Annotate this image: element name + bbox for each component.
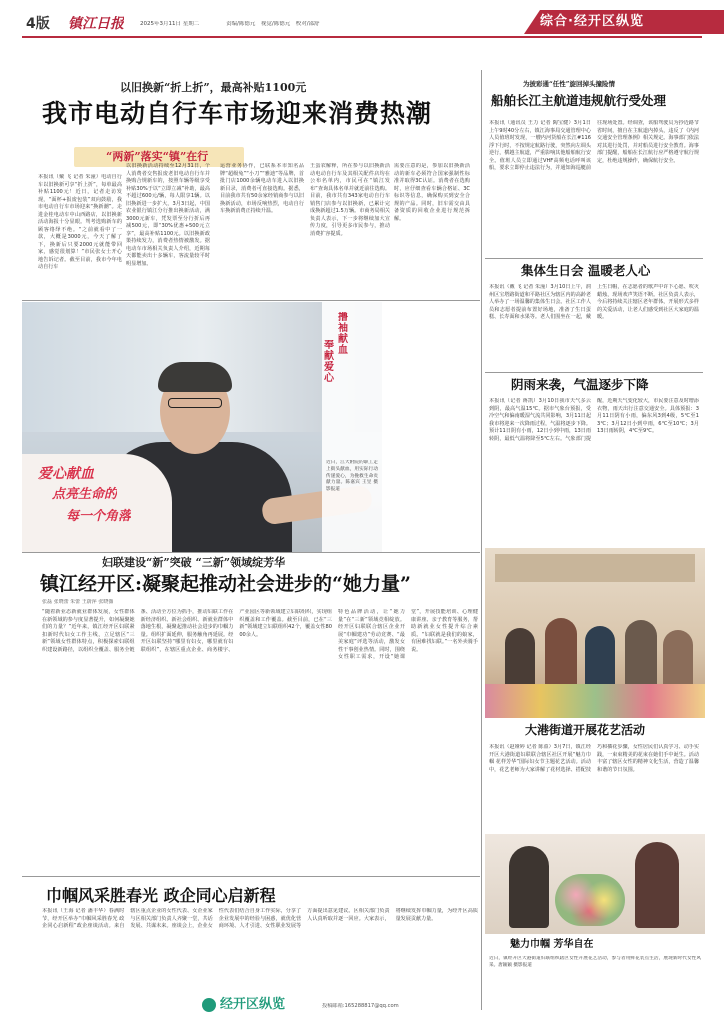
page-header xyxy=(0,0,725,64)
article-birthday xyxy=(485,262,703,372)
birthday-body: 本报讯（戴 飞 记者 朱潼）3月10日上午，润州区宝塔路街道和平路社区为辖区内的高龄老人举办了一场温馨的集体生日会。社区工作人员和志愿者提前布置好场地，准备了生日蛋糕、长寿面和水果等。老人们围坐在一起，戴上生日帽，在志愿者的歌声中许下心愿、吹灭蜡烛，现场欢声笑语不断。社区负责人表示，今后将持续关注辖区老年群体，开展形式多样的关爱活动，让老人们感受到社区大家庭的温暖。 xyxy=(489,284,699,321)
header-rule xyxy=(22,36,702,38)
a7-body: 本报讯（王海 记者 潘丰华）春满时节，经开区举办“巾帼风采胜春光 政企同心启新程”政企座谈活动。来自辖区重点企业的女性代表、女企业家与区相关部门负责人齐聚一堂，共话发展、共谋未来。座谈会上，企业女性代表们结合自身工作实际，分享了企业发展中的经验与困惑，就优化营商环境、人才引进、女性职业发展等方面提出意见建议。区相关部门负责人认真听取并逐一回应。大家表示，将继续发挥巾帼力量，为经开区高质量发展贡献力量。 xyxy=(42,908,478,930)
crowd-4 xyxy=(625,620,657,688)
wf-title: 镇江经开区:凝聚起推动社会进步的“她力量” xyxy=(40,573,411,595)
ebike-col2: 以旧换新活动持续至12月31日，个人消费者交售报废老旧电动自行车并换购合规新车的，按照车辆等级享受补贴30%于以“立即立减”补助，最高不超过600元/辆，每人限享1辆。以旧换新进一步扩大，3月3日起，中国农业银行镇江分行推出换新活动，满3000元新车，凭发票至分行折后再减500元，即“30%优惠+500元立享”，最高补贴1100元。以旧换新政策持续发力，消费者热情被激发。据电动车市场相关负责人介绍，近期每天都能卖出十多辆车，客流量较平时明显增加。 xyxy=(126,163,210,267)
divider-h-wf xyxy=(22,552,480,553)
divider-h-ship xyxy=(485,258,703,259)
ebike-banner-text: “两新”落实“镇”在行 xyxy=(106,150,209,163)
side-char-1: 撸 xyxy=(338,312,348,323)
blood-sign-line2: 点亮生命的 xyxy=(52,487,118,502)
paper-logo: 镇江日报 xyxy=(68,16,124,32)
ebike-title: 我市电动自行车市场迎来消费热潮 xyxy=(42,99,433,128)
blood-sign-line1: 爱心献血 xyxy=(38,466,94,482)
crowd-1 xyxy=(505,628,535,688)
a7-title: 巾帼风采胜春光 政企同心启新程 xyxy=(46,886,276,905)
article-ship xyxy=(485,76,703,256)
side-char-2: 袖 xyxy=(338,323,348,334)
crowd-3 xyxy=(585,626,615,688)
flower-caption-title: 魅力巾帼 芳华自在 xyxy=(510,939,594,950)
side-char-3: 献 xyxy=(338,334,348,345)
photo-person-glasses xyxy=(168,398,222,408)
article-gov-enterprise xyxy=(22,876,480,1006)
birthday-title: 集体生日会 温暖老人心 xyxy=(521,263,651,278)
ship-body: 本报讯（通讯员 王力 记者 陶宝健）3月1日上午9时40分左右，镇江海事局交通管理中心人员值班时发现，一艘内河货船在长江#116浮下行时，不按规定航路行驶，突然向左调头逆行，横越主航道，严重影响其他船舶航行安全。值班人员立即通过VHF高频电话呼叫该船，要求立即停止违法行为，并通知海巡艇前往现场处置。经调查，该船驾驶员为抄近路节省时间，擅自在主航道内掉头，违反了《内河交通安全管理条例》相关规定。海事部门依法对其进行处罚，并对船员进行安全教育。海事部门提醒，船舶在长江航行应严格遵守航行规定，杜绝违规操作，确保航行安全。 xyxy=(489,120,699,172)
footer-logo: 经开区纵览 xyxy=(220,997,286,1012)
flower-bouquet xyxy=(555,874,625,926)
side-char-7: 爱 xyxy=(324,362,334,373)
ebike-col5: 需要注意的是，参加以旧换新活动的新车必须符合国家强制性标准并取得3C认证。消费者在选购时，应仔细查看车辆合格证、3C标识等信息，确保购买到安全合规的产品。同时，旧车需交由具备资质的回收企业进行规范拆解。 xyxy=(394,163,470,222)
side-char-6: 献 xyxy=(324,351,334,362)
ship-kicker: 为披彩通“任性”旋回掉头撞险情 xyxy=(523,80,615,88)
article-weather xyxy=(485,376,703,546)
crowd-5 xyxy=(663,630,693,688)
header-date: 2025年3月11日 星期二 xyxy=(140,21,200,27)
blood-caption: 近日，江大附院的职工走上街头献血，用实际行动传递爱心，为挽救生命贡献力量。陈嘉宾 王昱 摄影报道 xyxy=(326,460,378,493)
weather-title: 阴雨来袭，气温逐步下降 xyxy=(511,377,649,392)
flower-body: 本报讯（赵娅婷 记者 陈盈）3月7日，镇江经开区大港街道妇联联合辖区社区开展“魅力巾帼 花样芳华”国际妇女节主题花艺活动。活动中，花艺老师为大家讲解了花材选择、搭配技巧和插花步骤，女性居民们认真学习、动手实践，一束束精美的花束在她们手中诞生。活动丰富了辖区女性的精神文化生活，营造了温馨和谐的节日氛围。 xyxy=(489,744,699,773)
ship-title: 船舶长江主航道违规航行受处理 xyxy=(491,93,667,108)
flower-arranging-photo xyxy=(485,834,705,934)
section-title: 综合·经开区纵览 xyxy=(540,14,644,29)
side-char-5: 奉 xyxy=(324,340,334,351)
ebike-col4: 王蛋农解释，所在参与以旧换新活动电动自行车及其相关配件店均在公布名单内，市民可在“镇江发布”查询具体名单并就近前往选购。目前，我市共有343家电动自行车销售门店参与以旧换新，已累计完成换新超过1.5万辆。市商务局相关负责人表示，下一步将继续加大宣传力度，引导更多市民参与，推动消费扩容提质。 xyxy=(310,163,390,237)
weather-body: 本报讯（记者 蒋凯）3月10日我市天气多云到阴，最高气温15℃。据市气象台预报，受冷空气和偏南暖湿气流共同影响，3月11日起我市将迎来一次降雨过程，气温将逐步下降。预计11日阴有小雨，12日小到中雨，13日雨转阴，最低气温将降至5℃左右。气象部门提醒，近期天气变化较大，市民要注意及时增添衣物，雨天出行注意交通安全。具体预报：3月11日阴有小雨，偏东风3到4级，5℃至13℃；3月12日小到中雨，6℃至10℃；3月13日雨转阴，4℃至9℃。 xyxy=(489,398,699,442)
ebike-kicker: 以旧换新“折上折”，最高补贴1100元 xyxy=(120,81,307,94)
footer-email: 投稿邮箱:165288817@qq.com xyxy=(322,1003,399,1009)
a7-rule xyxy=(22,876,480,877)
article-women-federation xyxy=(22,553,480,871)
article-flower xyxy=(485,722,703,832)
blood-sign-line3: 每一个角落 xyxy=(66,509,132,524)
table-flowers xyxy=(485,684,705,718)
flower-title: 大港街道开展花艺活动 xyxy=(525,723,646,737)
divider-h-bday xyxy=(485,372,703,373)
blood-vertical-title-2 xyxy=(324,340,340,432)
wall-banner xyxy=(495,554,695,582)
article-ebike xyxy=(22,76,472,301)
flower-woman-1 xyxy=(509,846,549,928)
footer-logo-icon xyxy=(202,998,216,1012)
crowd-2 xyxy=(545,618,577,688)
flower-woman-2 xyxy=(635,842,679,928)
photo-person-hair xyxy=(158,362,232,392)
wf-body-right: 特色品牌活动，让“她力量”在“三新”领域竞相绽放。经开区妇联联合辖区企业开展“巾帼建功”劳动竞赛、“最美家庭”评选等活动，激发女性干事创业热情。同时，围绕女性职工需求，开设“她课堂”，开展技能培训、心理健康讲座、亲子教育等服务，帮助新就业女性提升综合素质。“妇联就是我们的娘家，有困难找妇联。”一名外卖骑手说。 xyxy=(338,609,478,661)
flower-caption-note: 近日，镇经开区大港街道妇联组织辖区女性开展花艺活动，参与者用鲜花装点生活，展现新时代女性风采。唐颖颖 摄影报道 xyxy=(489,956,701,968)
wf-byline: 张磊 张晓蕾 朱蕾 王蔚萍 张晓薇 xyxy=(42,599,114,605)
side-char-8: 心 xyxy=(324,373,334,384)
side-char-4: 血 xyxy=(338,345,348,356)
divider-h-ebike xyxy=(22,300,480,301)
header-staff: 责编/陈德元 视觉/陈德元 校对/邵舒 xyxy=(226,21,320,27)
footer-bar xyxy=(22,994,480,1018)
wf-kicker: 妇联建设“新”突破 “三新”领域绽芳华 xyxy=(102,556,286,569)
ebike-col1: 本报讯（戴 飞 记者 朱潼）电动自行车以旧换新可享“折上折”，每单最高补贴1100元！近日，记者走访发现，“面杯+报废包装”双向鼓励，我市电动自行车市场迎来“换新潮”。走进金桂电动车中山西路店，以旧换新活动海报十分显眼。驾考选购新车的顾客络绎不绝。“之前就看中了一款，大概是3000元，今天了解了下，换新后只要2000元就能带回家，感觉很划算！”市民张女士开心地告诉记者。截至目前，我市今年电动自行车 xyxy=(38,174,122,271)
blood-vertical-title xyxy=(338,312,354,404)
women-group-photo xyxy=(485,548,705,718)
divider-vert-main xyxy=(481,70,482,1010)
wf-body: “随着新业态新就业群体发展，女性群体在新领域的参与度显著提升，如何凝聚她们的力量？”近年来，镇江经开区妇联紧扣新时代妇女工作主线，立足辖区“三新”领域女性群体特点，积极探索妇联组织建设新路径，以组织全覆盖、服务全链条、活动全方位为抓手，推动妇联工作在新经济组织、新社会组织、新就业群体中落地生根，凝聚起推动社会进步的巾帼力量。组织扩面延伸，服务触角再延展。经开区妇联坚持“哪里有妇女，哪里就有妇联组织”，在辖区重点企业、商务楼宇、产业园区等新领域建立妇联组织，实现组织覆盖和工作覆盖。截至目前，已在“三新”领域建立妇联组织42个，覆盖女性8000余人。 xyxy=(42,609,332,653)
page-number: 4版 xyxy=(26,16,50,32)
ebike-col3: 运营业务协作，已联系本市知名品牌“超级兔”“小刀”“雅迪”等品牌，首批门店1000余辆电动车进入以旧换新目录，消费者可直接选购。据悉，目前我市共有50余家经销商参与以旧换新活动，市场反响热烈，电动自行车换新消费正持续升温。 xyxy=(220,163,304,215)
